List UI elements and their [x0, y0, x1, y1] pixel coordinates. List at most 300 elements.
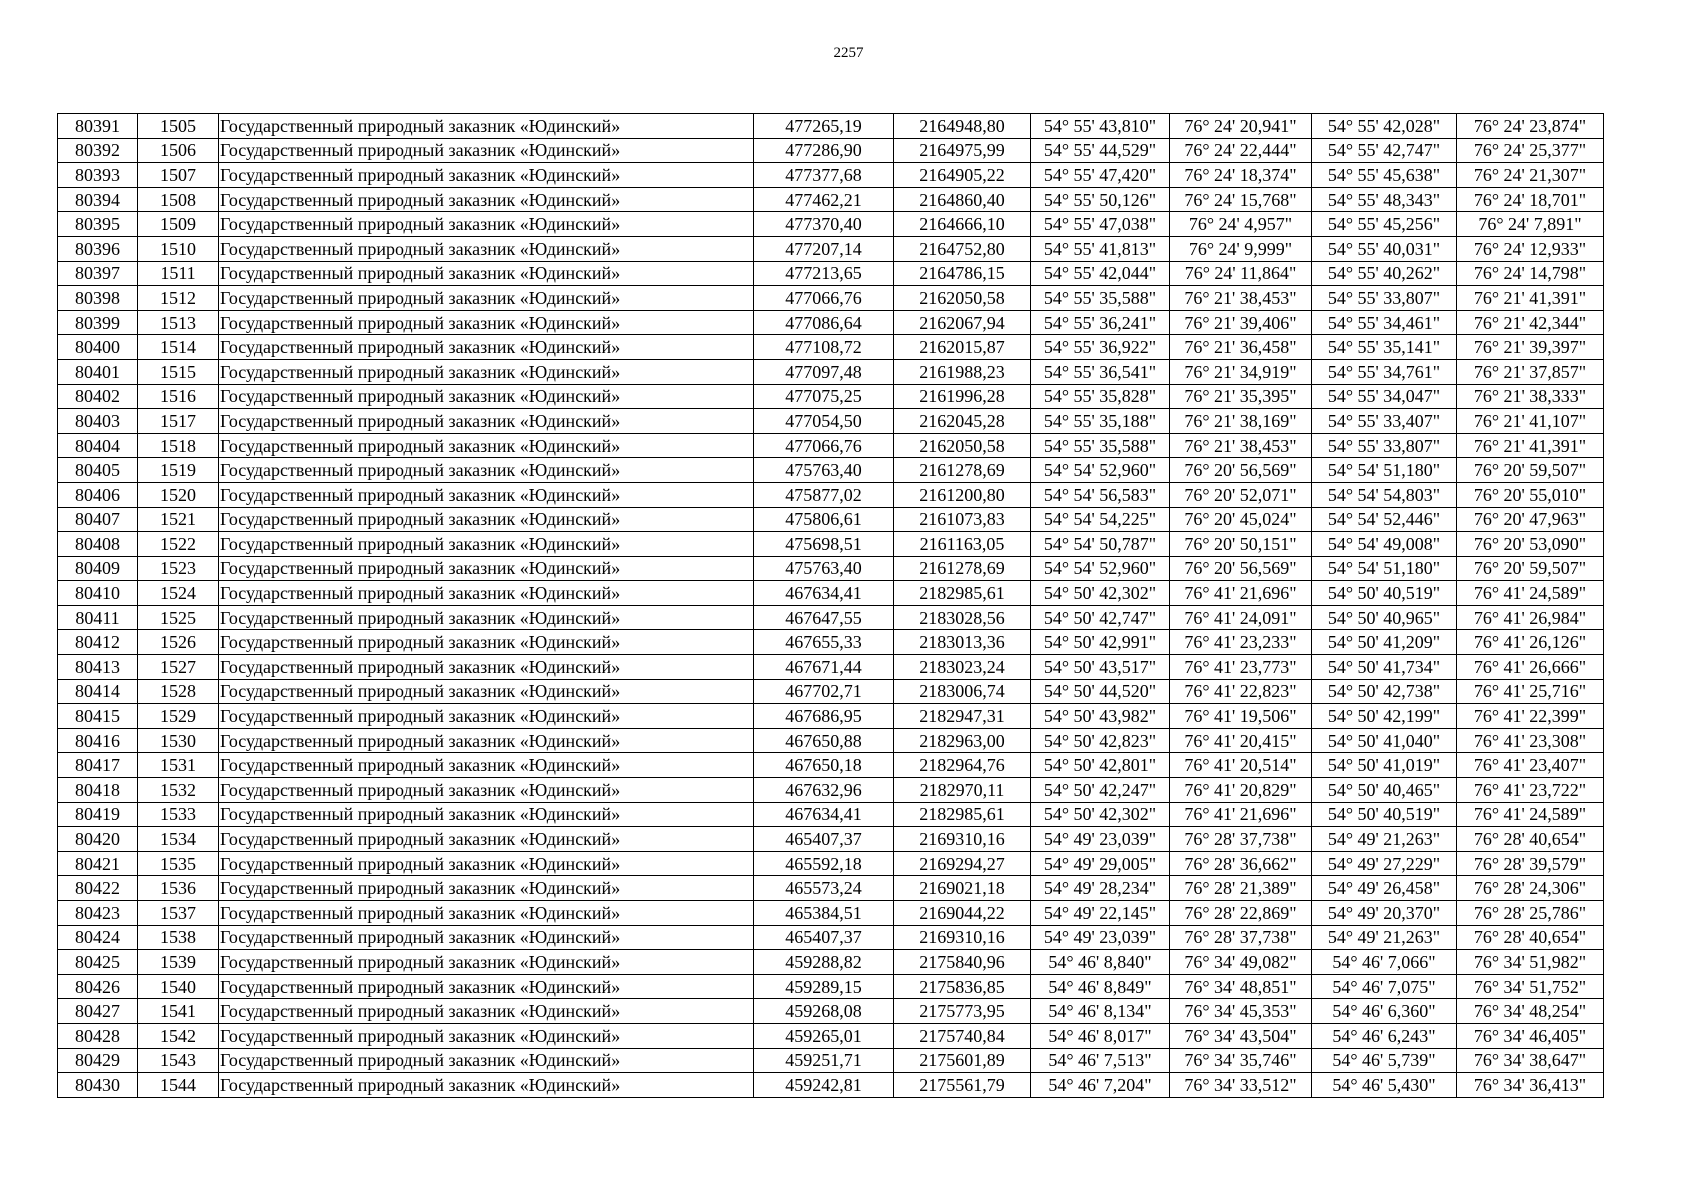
cell-latitude-2: 54° 50' 41,040": [1312, 728, 1457, 753]
cell-longitude-2: 76° 20' 55,010": [1457, 482, 1604, 507]
cell-latitude-2: 54° 55' 40,262": [1312, 261, 1457, 286]
cell-latitude-2: 54° 55' 45,638": [1312, 163, 1457, 188]
table-row: [58, 679, 1604, 704]
cell-point-number: 1541: [138, 999, 219, 1024]
cell-x-coordinate: 477377,68: [754, 163, 894, 188]
table-row: [58, 507, 1604, 532]
cell-object-name: Государственный природный заказник «Юдинский»: [219, 212, 754, 237]
cell-record-id: 80393: [58, 163, 138, 188]
cell-x-coordinate: 467671,44: [754, 655, 894, 680]
cell-record-id: 80405: [58, 458, 138, 483]
cell-object-name: Государственный природный заказник «Юдинский»: [219, 556, 754, 581]
cell-object-name: Государственный природный заказник «Юдинский»: [219, 138, 754, 163]
cell-longitude-1: 76° 20' 56,569": [1170, 458, 1312, 483]
cell-y-coordinate: 2182964,76: [894, 753, 1031, 778]
cell-longitude-2: 76° 34' 51,982": [1457, 950, 1604, 975]
cell-object-name: Государственный природный заказник «Юдинский»: [219, 1048, 754, 1073]
cell-point-number: 1505: [138, 114, 219, 139]
cell-record-id: 80409: [58, 556, 138, 581]
cell-latitude-1: 54° 54' 50,787": [1031, 532, 1170, 557]
cell-point-number: 1527: [138, 655, 219, 680]
cell-object-name: Государственный природный заказник «Юдинский»: [219, 335, 754, 360]
table-row: [58, 532, 1604, 557]
cell-longitude-2: 76° 28' 24,306": [1457, 876, 1604, 901]
cell-latitude-1: 54° 54' 54,225": [1031, 507, 1170, 532]
cell-longitude-2: 76° 24' 12,933": [1457, 236, 1604, 261]
cell-longitude-2: 76° 24' 7,891": [1457, 212, 1604, 237]
cell-latitude-1: 54° 46' 7,204": [1031, 1073, 1170, 1098]
cell-longitude-2: 76° 41' 26,984": [1457, 605, 1604, 630]
cell-point-number: 1520: [138, 482, 219, 507]
table-row: [58, 458, 1604, 483]
cell-latitude-2: 54° 54' 52,446": [1312, 507, 1457, 532]
cell-latitude-1: 54° 54' 52,960": [1031, 458, 1170, 483]
cell-longitude-1: 76° 21' 34,919": [1170, 359, 1312, 384]
cell-point-number: 1515: [138, 359, 219, 384]
cell-record-id: 80424: [58, 925, 138, 950]
cell-longitude-2: 76° 41' 26,126": [1457, 630, 1604, 655]
cell-longitude-1: 76° 20' 52,071": [1170, 482, 1312, 507]
cell-x-coordinate: 459251,71: [754, 1048, 894, 1073]
cell-latitude-1: 54° 55' 35,188": [1031, 409, 1170, 434]
cell-longitude-2: 76° 24' 18,701": [1457, 187, 1604, 212]
cell-latitude-1: 54° 55' 44,529": [1031, 138, 1170, 163]
cell-record-id: 80395: [58, 212, 138, 237]
cell-longitude-1: 76° 34' 43,504": [1170, 1023, 1312, 1048]
cell-x-coordinate: 477370,40: [754, 212, 894, 237]
cell-latitude-1: 54° 55' 35,588": [1031, 433, 1170, 458]
cell-latitude-1: 54° 46' 8,017": [1031, 1023, 1170, 1048]
cell-y-coordinate: 2169044,22: [894, 901, 1031, 926]
cell-longitude-1: 76° 28' 36,662": [1170, 851, 1312, 876]
cell-record-id: 80420: [58, 827, 138, 852]
cell-record-id: 80412: [58, 630, 138, 655]
cell-object-name: Государственный природный заказник «Юдинский»: [219, 704, 754, 729]
cell-latitude-1: 54° 50' 43,517": [1031, 655, 1170, 680]
cell-x-coordinate: 477265,19: [754, 114, 894, 139]
cell-record-id: 80403: [58, 409, 138, 434]
cell-longitude-1: 76° 41' 21,696": [1170, 581, 1312, 606]
cell-latitude-1: 54° 55' 35,828": [1031, 384, 1170, 409]
cell-record-id: 80416: [58, 728, 138, 753]
cell-latitude-2: 54° 46' 5,430": [1312, 1073, 1457, 1098]
cell-longitude-2: 76° 41' 26,666": [1457, 655, 1604, 680]
cell-latitude-2: 54° 54' 51,180": [1312, 458, 1457, 483]
cell-latitude-2: 54° 55' 48,343": [1312, 187, 1457, 212]
cell-object-name: Государственный природный заказник «Юдинский»: [219, 433, 754, 458]
cell-latitude-1: 54° 55' 47,420": [1031, 163, 1170, 188]
cell-longitude-2: 76° 34' 38,647": [1457, 1048, 1604, 1073]
cell-y-coordinate: 2161278,69: [894, 458, 1031, 483]
cell-object-name: Государственный природный заказник «Юдинский»: [219, 827, 754, 852]
cell-x-coordinate: 467650,18: [754, 753, 894, 778]
cell-latitude-1: 54° 46' 8,849": [1031, 974, 1170, 999]
cell-point-number: 1531: [138, 753, 219, 778]
cell-latitude-1: 54° 50' 42,991": [1031, 630, 1170, 655]
cell-y-coordinate: 2161988,23: [894, 359, 1031, 384]
cell-longitude-1: 76° 24' 20,941": [1170, 114, 1312, 139]
cell-point-number: 1535: [138, 851, 219, 876]
cell-point-number: 1529: [138, 704, 219, 729]
cell-x-coordinate: 459289,15: [754, 974, 894, 999]
cell-point-number: 1533: [138, 802, 219, 827]
cell-y-coordinate: 2182985,61: [894, 581, 1031, 606]
cell-longitude-2: 76° 34' 51,752": [1457, 974, 1604, 999]
cell-record-id: 80423: [58, 901, 138, 926]
cell-longitude-1: 76° 24' 22,444": [1170, 138, 1312, 163]
cell-latitude-1: 54° 49' 28,234": [1031, 876, 1170, 901]
cell-x-coordinate: 459242,81: [754, 1073, 894, 1098]
cell-longitude-1: 76° 21' 38,169": [1170, 409, 1312, 434]
cell-longitude-2: 76° 21' 38,333": [1457, 384, 1604, 409]
cell-point-number: 1521: [138, 507, 219, 532]
table-row: [58, 581, 1604, 606]
cell-x-coordinate: 477066,76: [754, 433, 894, 458]
cell-latitude-2: 54° 50' 41,734": [1312, 655, 1457, 680]
cell-y-coordinate: 2182985,61: [894, 802, 1031, 827]
cell-x-coordinate: 465592,18: [754, 851, 894, 876]
cell-object-name: Государственный природный заказник «Юдинский»: [219, 236, 754, 261]
cell-object-name: Государственный природный заказник «Юдинский»: [219, 974, 754, 999]
cell-latitude-2: 54° 46' 6,243": [1312, 1023, 1457, 1048]
table-row: [58, 876, 1604, 901]
cell-longitude-2: 76° 24' 25,377": [1457, 138, 1604, 163]
cell-point-number: 1512: [138, 286, 219, 311]
cell-latitude-2: 54° 50' 41,019": [1312, 753, 1457, 778]
cell-y-coordinate: 2175773,95: [894, 999, 1031, 1024]
cell-object-name: Государственный природный заказник «Юдинский»: [219, 655, 754, 680]
cell-record-id: 80398: [58, 286, 138, 311]
cell-latitude-1: 54° 46' 8,134": [1031, 999, 1170, 1024]
cell-object-name: Государственный природный заказник «Юдинский»: [219, 753, 754, 778]
table-row: [58, 433, 1604, 458]
cell-record-id: 80417: [58, 753, 138, 778]
cell-point-number: 1508: [138, 187, 219, 212]
table-row: [58, 605, 1604, 630]
cell-latitude-2: 54° 55' 45,256": [1312, 212, 1457, 237]
cell-latitude-1: 54° 54' 52,960": [1031, 556, 1170, 581]
cell-longitude-2: 76° 21' 41,391": [1457, 286, 1604, 311]
cell-latitude-2: 54° 50' 42,738": [1312, 679, 1457, 704]
cell-y-coordinate: 2169021,18: [894, 876, 1031, 901]
cell-object-name: Государственный природный заказник «Юдинский»: [219, 458, 754, 483]
cell-longitude-1: 76° 24' 11,864": [1170, 261, 1312, 286]
cell-record-id: 80414: [58, 679, 138, 704]
cell-point-number: 1539: [138, 950, 219, 975]
cell-longitude-1: 76° 41' 23,233": [1170, 630, 1312, 655]
cell-point-number: 1510: [138, 236, 219, 261]
table-row: [58, 384, 1604, 409]
table-row: [58, 728, 1604, 753]
cell-latitude-1: 54° 55' 36,922": [1031, 335, 1170, 360]
cell-longitude-2: 76° 20' 59,507": [1457, 458, 1604, 483]
table-row: [58, 556, 1604, 581]
cell-y-coordinate: 2162050,58: [894, 433, 1031, 458]
cell-longitude-2: 76° 20' 59,507": [1457, 556, 1604, 581]
cell-point-number: 1509: [138, 212, 219, 237]
cell-record-id: 80410: [58, 581, 138, 606]
cell-latitude-1: 54° 50' 42,747": [1031, 605, 1170, 630]
cell-longitude-2: 76° 28' 39,579": [1457, 851, 1604, 876]
cell-record-id: 80399: [58, 310, 138, 335]
table-row: [58, 851, 1604, 876]
cell-latitude-2: 54° 55' 34,047": [1312, 384, 1457, 409]
cell-latitude-1: 54° 49' 23,039": [1031, 827, 1170, 852]
cell-longitude-2: 76° 28' 25,786": [1457, 901, 1604, 926]
cell-point-number: 1517: [138, 409, 219, 434]
cell-x-coordinate: 477075,25: [754, 384, 894, 409]
table-row: [58, 901, 1604, 926]
cell-y-coordinate: 2175740,84: [894, 1023, 1031, 1048]
table-row: [58, 950, 1604, 975]
table-row: [58, 925, 1604, 950]
cell-y-coordinate: 2182947,31: [894, 704, 1031, 729]
cell-y-coordinate: 2182970,11: [894, 778, 1031, 803]
cell-record-id: 80392: [58, 138, 138, 163]
cell-y-coordinate: 2164905,22: [894, 163, 1031, 188]
cell-record-id: 80402: [58, 384, 138, 409]
cell-longitude-2: 76° 21' 41,107": [1457, 409, 1604, 434]
cell-record-id: 80415: [58, 704, 138, 729]
cell-latitude-2: 54° 55' 35,141": [1312, 335, 1457, 360]
cell-object-name: Государственный природный заказник «Юдинский»: [219, 310, 754, 335]
cell-object-name: Государственный природный заказник «Юдинский»: [219, 163, 754, 188]
cell-latitude-1: 54° 55' 41,813": [1031, 236, 1170, 261]
cell-object-name: Государственный природный заказник «Юдинский»: [219, 802, 754, 827]
table-row: [58, 261, 1604, 286]
cell-point-number: 1537: [138, 901, 219, 926]
cell-longitude-2: 76° 41' 24,589": [1457, 581, 1604, 606]
cell-latitude-2: 54° 55' 40,031": [1312, 236, 1457, 261]
cell-x-coordinate: 467686,95: [754, 704, 894, 729]
cell-x-coordinate: 475806,61: [754, 507, 894, 532]
cell-longitude-2: 76° 41' 23,308": [1457, 728, 1604, 753]
cell-longitude-2: 76° 21' 39,397": [1457, 335, 1604, 360]
table-row: [58, 187, 1604, 212]
cell-record-id: 80396: [58, 236, 138, 261]
cell-point-number: 1525: [138, 605, 219, 630]
cell-y-coordinate: 2169294,27: [894, 851, 1031, 876]
cell-y-coordinate: 2161073,83: [894, 507, 1031, 532]
cell-record-id: 80430: [58, 1073, 138, 1098]
cell-x-coordinate: 467647,55: [754, 605, 894, 630]
cell-object-name: Государственный природный заказник «Юдинский»: [219, 851, 754, 876]
table-row: [58, 802, 1604, 827]
cell-y-coordinate: 2164860,40: [894, 187, 1031, 212]
cell-y-coordinate: 2183028,56: [894, 605, 1031, 630]
cell-record-id: 80401: [58, 359, 138, 384]
cell-point-number: 1513: [138, 310, 219, 335]
cell-object-name: Государственный природный заказник «Юдинский»: [219, 384, 754, 409]
cell-object-name: Государственный природный заказник «Юдинский»: [219, 950, 754, 975]
cell-longitude-1: 76° 24' 15,768": [1170, 187, 1312, 212]
cell-longitude-1: 76° 41' 20,415": [1170, 728, 1312, 753]
cell-object-name: Государственный природный заказник «Юдинский»: [219, 187, 754, 212]
cell-y-coordinate: 2175836,85: [894, 974, 1031, 999]
table-row: [58, 999, 1604, 1024]
cell-record-id: 80418: [58, 778, 138, 803]
cell-latitude-2: 54° 55' 33,807": [1312, 433, 1457, 458]
cell-x-coordinate: 459265,01: [754, 1023, 894, 1048]
cell-y-coordinate: 2161200,80: [894, 482, 1031, 507]
cell-record-id: 80421: [58, 851, 138, 876]
table-row: [58, 359, 1604, 384]
cell-latitude-2: 54° 49' 21,263": [1312, 925, 1457, 950]
cell-longitude-1: 76° 21' 36,458": [1170, 335, 1312, 360]
table-row: [58, 778, 1604, 803]
cell-object-name: Государственный природный заказник «Юдинский»: [219, 482, 754, 507]
cell-longitude-2: 76° 41' 23,722": [1457, 778, 1604, 803]
cell-y-coordinate: 2169310,16: [894, 827, 1031, 852]
cell-y-coordinate: 2162045,28: [894, 409, 1031, 434]
cell-object-name: Государственный природный заказник «Юдинский»: [219, 679, 754, 704]
cell-longitude-2: 76° 41' 24,589": [1457, 802, 1604, 827]
cell-point-number: 1506: [138, 138, 219, 163]
cell-object-name: Государственный природный заказник «Юдинский»: [219, 876, 754, 901]
cell-latitude-1: 54° 46' 8,840": [1031, 950, 1170, 975]
cell-latitude-1: 54° 49' 22,145": [1031, 901, 1170, 926]
cell-y-coordinate: 2175601,89: [894, 1048, 1031, 1073]
cell-point-number: 1534: [138, 827, 219, 852]
cell-x-coordinate: 477054,50: [754, 409, 894, 434]
cell-longitude-2: 76° 21' 42,344": [1457, 310, 1604, 335]
cell-x-coordinate: 459268,08: [754, 999, 894, 1024]
cell-longitude-1: 76° 41' 24,091": [1170, 605, 1312, 630]
cell-longitude-1: 76° 20' 56,569": [1170, 556, 1312, 581]
cell-longitude-2: 76° 41' 25,716": [1457, 679, 1604, 704]
cell-latitude-1: 54° 50' 42,302": [1031, 802, 1170, 827]
cell-x-coordinate: 467655,33: [754, 630, 894, 655]
cell-record-id: 80408: [58, 532, 138, 557]
cell-x-coordinate: 477086,64: [754, 310, 894, 335]
cell-record-id: 80427: [58, 999, 138, 1024]
table-row: [58, 310, 1604, 335]
table-body: [58, 114, 1604, 1098]
cell-point-number: 1511: [138, 261, 219, 286]
cell-point-number: 1524: [138, 581, 219, 606]
cell-longitude-1: 76° 41' 22,823": [1170, 679, 1312, 704]
cell-latitude-1: 54° 55' 43,810": [1031, 114, 1170, 139]
cell-x-coordinate: 477207,14: [754, 236, 894, 261]
cell-x-coordinate: 467634,41: [754, 802, 894, 827]
table-row: [58, 655, 1604, 680]
cell-x-coordinate: 459288,82: [754, 950, 894, 975]
cell-object-name: Государственный природный заказник «Юдинский»: [219, 114, 754, 139]
cell-record-id: 80404: [58, 433, 138, 458]
cell-longitude-1: 76° 24' 18,374": [1170, 163, 1312, 188]
table-row: [58, 286, 1604, 311]
table-row: [58, 212, 1604, 237]
cell-longitude-1: 76° 24' 4,957": [1170, 212, 1312, 237]
cell-point-number: 1536: [138, 876, 219, 901]
cell-longitude-2: 76° 34' 46,405": [1457, 1023, 1604, 1048]
table-row: [58, 163, 1604, 188]
cell-latitude-2: 54° 50' 42,199": [1312, 704, 1457, 729]
cell-point-number: 1540: [138, 974, 219, 999]
cell-x-coordinate: 465407,37: [754, 827, 894, 852]
cell-latitude-2: 54° 46' 7,075": [1312, 974, 1457, 999]
cell-latitude-1: 54° 50' 43,982": [1031, 704, 1170, 729]
cell-latitude-2: 54° 49' 20,370": [1312, 901, 1457, 926]
table-row: [58, 236, 1604, 261]
cell-longitude-1: 76° 21' 39,406": [1170, 310, 1312, 335]
cell-longitude-1: 76° 41' 21,696": [1170, 802, 1312, 827]
cell-point-number: 1544: [138, 1073, 219, 1098]
cell-point-number: 1516: [138, 384, 219, 409]
cell-latitude-1: 54° 55' 42,044": [1031, 261, 1170, 286]
cell-point-number: 1528: [138, 679, 219, 704]
cell-point-number: 1526: [138, 630, 219, 655]
cell-y-coordinate: 2164948,80: [894, 114, 1031, 139]
cell-latitude-1: 54° 54' 56,583": [1031, 482, 1170, 507]
cell-longitude-1: 76° 41' 19,506": [1170, 704, 1312, 729]
cell-x-coordinate: 477286,90: [754, 138, 894, 163]
cell-y-coordinate: 2162067,94: [894, 310, 1031, 335]
cell-x-coordinate: 465573,24: [754, 876, 894, 901]
cell-object-name: Государственный природный заказник «Юдинский»: [219, 409, 754, 434]
cell-latitude-2: 54° 55' 34,461": [1312, 310, 1457, 335]
cell-y-coordinate: 2164666,10: [894, 212, 1031, 237]
cell-longitude-1: 76° 20' 45,024": [1170, 507, 1312, 532]
cell-y-coordinate: 2175840,96: [894, 950, 1031, 975]
cell-object-name: Государственный природный заказник «Юдинский»: [219, 1073, 754, 1098]
cell-latitude-1: 54° 55' 36,241": [1031, 310, 1170, 335]
cell-record-id: 80407: [58, 507, 138, 532]
cell-x-coordinate: 467632,96: [754, 778, 894, 803]
cell-record-id: 80391: [58, 114, 138, 139]
cell-longitude-1: 76° 20' 50,151": [1170, 532, 1312, 557]
cell-longitude-1: 76° 28' 22,869": [1170, 901, 1312, 926]
cell-x-coordinate: 475877,02: [754, 482, 894, 507]
table-row: [58, 827, 1604, 852]
cell-latitude-2: 54° 55' 33,807": [1312, 286, 1457, 311]
cell-longitude-2: 76° 28' 40,654": [1457, 827, 1604, 852]
cell-latitude-2: 54° 55' 42,747": [1312, 138, 1457, 163]
cell-y-coordinate: 2183006,74: [894, 679, 1031, 704]
cell-record-id: 80413: [58, 655, 138, 680]
cell-latitude-2: 54° 50' 40,519": [1312, 802, 1457, 827]
cell-longitude-2: 76° 28' 40,654": [1457, 925, 1604, 950]
cell-latitude-1: 54° 55' 50,126": [1031, 187, 1170, 212]
table-row: [58, 114, 1604, 139]
cell-latitude-1: 54° 50' 42,302": [1031, 581, 1170, 606]
cell-latitude-2: 54° 54' 54,803": [1312, 482, 1457, 507]
cell-longitude-1: 76° 34' 33,512": [1170, 1073, 1312, 1098]
cell-latitude-2: 54° 54' 51,180": [1312, 556, 1457, 581]
cell-longitude-1: 76° 34' 49,082": [1170, 950, 1312, 975]
cell-latitude-2: 54° 55' 34,761": [1312, 359, 1457, 384]
cell-longitude-2: 76° 21' 37,857": [1457, 359, 1604, 384]
cell-latitude-2: 54° 50' 40,965": [1312, 605, 1457, 630]
page-number: 2257: [833, 45, 864, 61]
cell-longitude-1: 76° 28' 37,738": [1170, 925, 1312, 950]
cell-longitude-1: 76° 34' 35,746": [1170, 1048, 1312, 1073]
cell-latitude-1: 54° 55' 47,038": [1031, 212, 1170, 237]
cell-object-name: Государственный природный заказник «Юдинский»: [219, 999, 754, 1024]
cell-latitude-1: 54° 46' 7,513": [1031, 1048, 1170, 1073]
cell-object-name: Государственный природный заказник «Юдинский»: [219, 778, 754, 803]
cell-longitude-2: 76° 24' 14,798": [1457, 261, 1604, 286]
cell-record-id: 80425: [58, 950, 138, 975]
cell-longitude-1: 76° 21' 38,453": [1170, 433, 1312, 458]
cell-point-number: 1532: [138, 778, 219, 803]
cell-longitude-1: 76° 41' 20,514": [1170, 753, 1312, 778]
cell-point-number: 1543: [138, 1048, 219, 1073]
cell-point-number: 1538: [138, 925, 219, 950]
cell-object-name: Государственный природный заказник «Юдинский»: [219, 1023, 754, 1048]
cell-longitude-1: 76° 34' 45,353": [1170, 999, 1312, 1024]
cell-object-name: Государственный природный заказник «Юдинский»: [219, 359, 754, 384]
